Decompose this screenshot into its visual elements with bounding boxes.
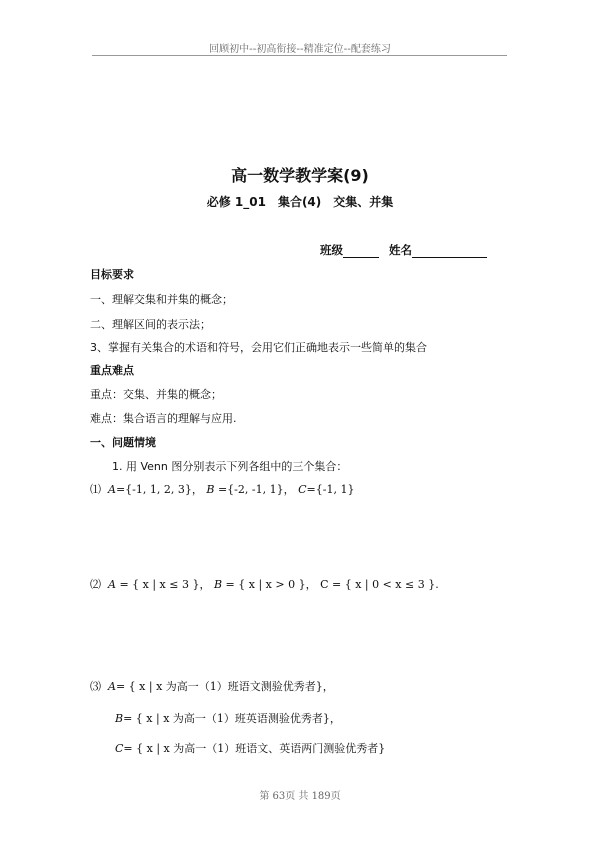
- set-b-symbol: B: [206, 483, 215, 496]
- class-label: 班级: [320, 243, 343, 257]
- set-c-value: ={-1, 1}: [306, 483, 355, 496]
- set-b-symbol: B: [115, 712, 124, 725]
- set-b-symbol: B: [213, 578, 223, 591]
- page-header: 回顾初中--初高衔接--精准定位--配套练习: [209, 44, 391, 55]
- document-title: 高一数学教学案(9): [231, 166, 369, 185]
- set-group-3-c: [115, 740, 385, 756]
- key-point: 重点：交集、并集的概念；: [90, 388, 222, 401]
- set-group-3-a: [90, 678, 334, 694]
- name-blank: [412, 245, 487, 258]
- set-group-number: ⑶: [90, 680, 101, 693]
- page-footer: 第 63页 共 189页: [259, 791, 341, 802]
- set-b-value: = { x | x > 0 }，: [222, 578, 317, 591]
- set-b-value: ={-2, -1, 1}，: [214, 483, 295, 496]
- set-a-value: = { x | x ≤ 3 }，: [115, 578, 211, 591]
- difficulty-point: 难点：集合语言的理解与应用.: [90, 412, 237, 425]
- set-a-definition: = { x | x 为高一（1）班语文测验优秀者}，: [115, 680, 334, 693]
- set-a-symbol: A: [108, 483, 116, 496]
- set-a-symbol: A: [108, 578, 116, 591]
- set-b-definition: = { x | x 为高一（1）班英语测验优秀者}，: [123, 712, 341, 725]
- set-c-symbol: C: [115, 742, 124, 755]
- set-group-number: ⑵: [90, 578, 101, 591]
- document-subtitle: 必修 1_01 集合(4) 交集、并集: [206, 195, 394, 209]
- set-c-definition: = { x | x 为高一（1）班语文、英语两门测验优秀者}: [123, 742, 386, 755]
- set-c-expression: C = { x | 0 < x ≤ 3 }.: [320, 578, 439, 591]
- set-c-symbol: C: [298, 483, 307, 496]
- set-group-number: ⑴: [90, 483, 101, 496]
- header-divider: [92, 55, 507, 56]
- objective-item: 二、理解区间的表示法；: [90, 318, 211, 331]
- set-group-1: [90, 481, 354, 497]
- class-blank: [343, 245, 379, 258]
- set-group-2: [90, 576, 439, 592]
- situation-heading: 一、问题情境: [90, 436, 156, 449]
- question-1: 1. 用 Venn 图分别表示下列各组中的三个集合：: [112, 460, 348, 473]
- objectives-heading: 目标要求: [90, 268, 134, 281]
- class-name-line: [320, 242, 487, 258]
- set-group-3-b: [115, 710, 341, 726]
- objective-item: 一、理解交集和并集的概念；: [90, 293, 233, 306]
- set-a-symbol: A: [108, 680, 116, 693]
- objective-item: 3、掌握有关集合的术语和符号，会用它们正确地表示一些简单的集合: [90, 341, 427, 354]
- key-points-heading: 重点难点: [90, 364, 134, 377]
- name-label: 姓名: [389, 243, 412, 257]
- set-a-value: ={-1, 1, 2, 3}，: [115, 483, 203, 496]
